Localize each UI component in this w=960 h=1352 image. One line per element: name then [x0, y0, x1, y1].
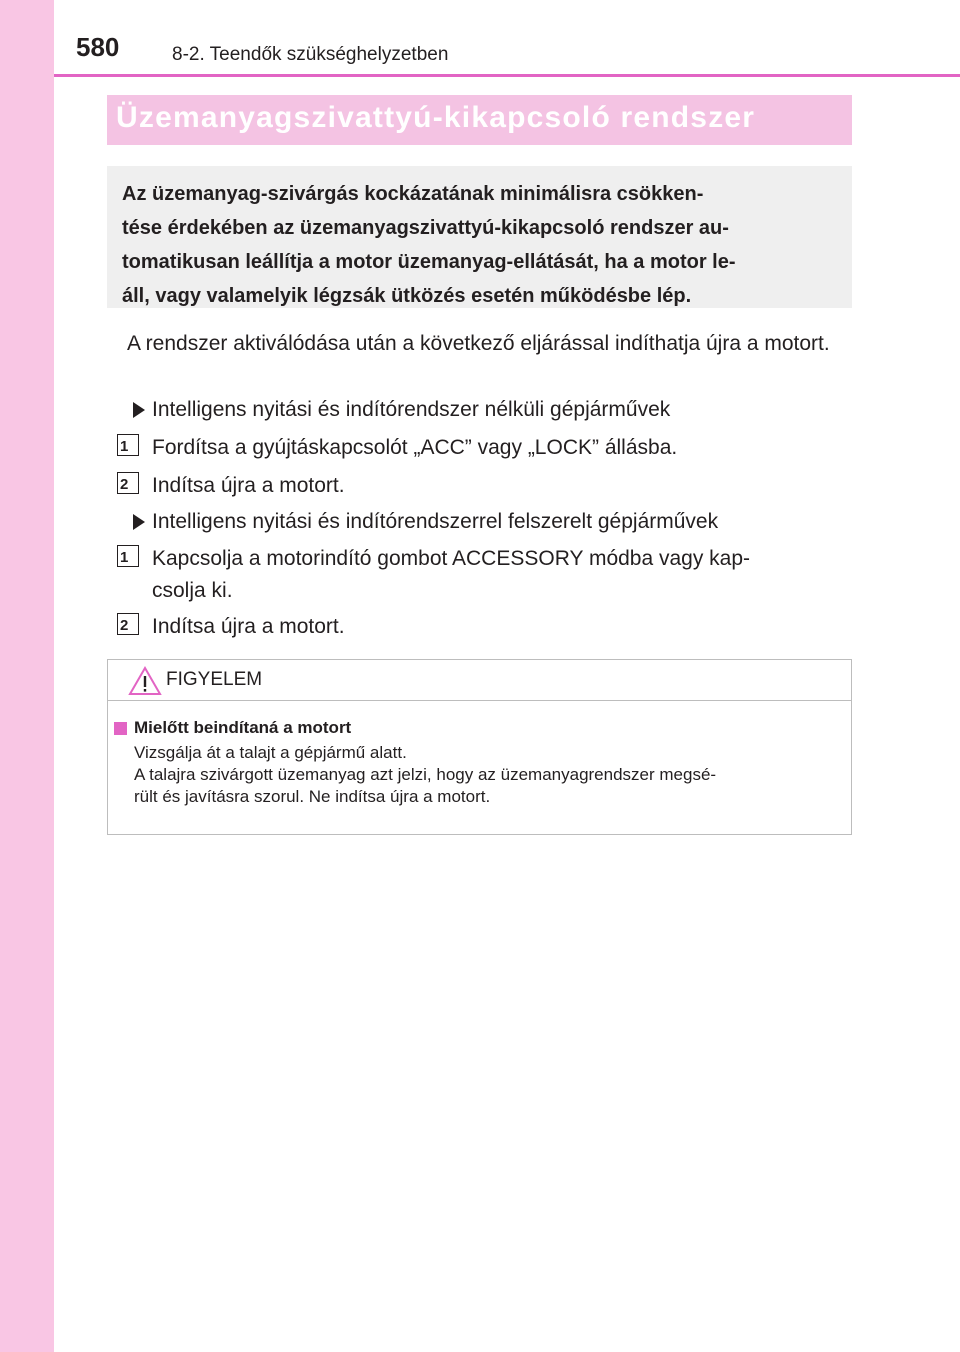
- warning-title: FIGYELEM: [166, 669, 263, 690]
- step-text: Fordítsa a gyújtáskapcsolót „ACC” vagy „LOCK” állásba.: [152, 436, 678, 459]
- warning-heading: Mielőtt beindítaná a motort: [134, 718, 352, 737]
- step-number-badge: 1: [117, 545, 139, 567]
- square-bullet-icon: [114, 722, 127, 735]
- title-bar: [107, 95, 852, 145]
- step-text: Kapcsolja a motorindító gombot ACCESSORY módba vagy kap- csolja ki.: [152, 547, 751, 602]
- side-color-strip: [0, 0, 54, 1352]
- step-text: Indítsa újra a motort.: [152, 474, 345, 497]
- arrow-bullet-icon: [133, 402, 145, 418]
- page-number: 580: [76, 32, 120, 62]
- step-number-badge: 2: [117, 472, 139, 494]
- warning-body: Vizsgálja át a talajt a gépjármű alatt. A talajra szivárgott üzemanyag azt jelzi, hogy az üzemanyagrendszer megsé- rült és javításra szorul. Ne indítsa újra a motort.: [134, 743, 717, 806]
- intro-box: [107, 166, 852, 308]
- intro-paragraph: A rendszer aktiválódása után a következő eljárással indíthatja újra a motort.: [127, 332, 830, 355]
- section-heading: Intelligens nyitási és indítórendszer nélküli gépjárművek: [152, 398, 671, 421]
- step-number-badge: 1: [117, 434, 139, 456]
- section-heading: Intelligens nyitási és indítórendszerrel felszerelt gépjárművek: [152, 510, 719, 533]
- step-text: Indítsa újra a motort.: [152, 615, 345, 638]
- warning-box: [107, 659, 852, 835]
- section-label: 8-2. Teendők szükséghelyzetben: [172, 44, 449, 65]
- step-number-badge: 2: [117, 613, 139, 635]
- intro-text: Az üzemanyag-szivárgás kockázatának minimálisra csökken- tése érdekében az üzemanyagszivattyú-kikapcsoló rendszer au- tomatikusan leállítja a motor üzemanyag-ellátását, ha a motor le- áll, vagy valamelyik légzsák ütközés esetén működésbe lép.: [122, 183, 736, 307]
- arrow-bullet-icon: [133, 514, 145, 530]
- warning-triangle-icon: [128, 666, 162, 696]
- page-title: Üzemanyagszivattyú-kikapcsoló rendszer: [116, 101, 756, 134]
- warning-divider: [108, 700, 851, 701]
- header-divider: [54, 74, 960, 77]
